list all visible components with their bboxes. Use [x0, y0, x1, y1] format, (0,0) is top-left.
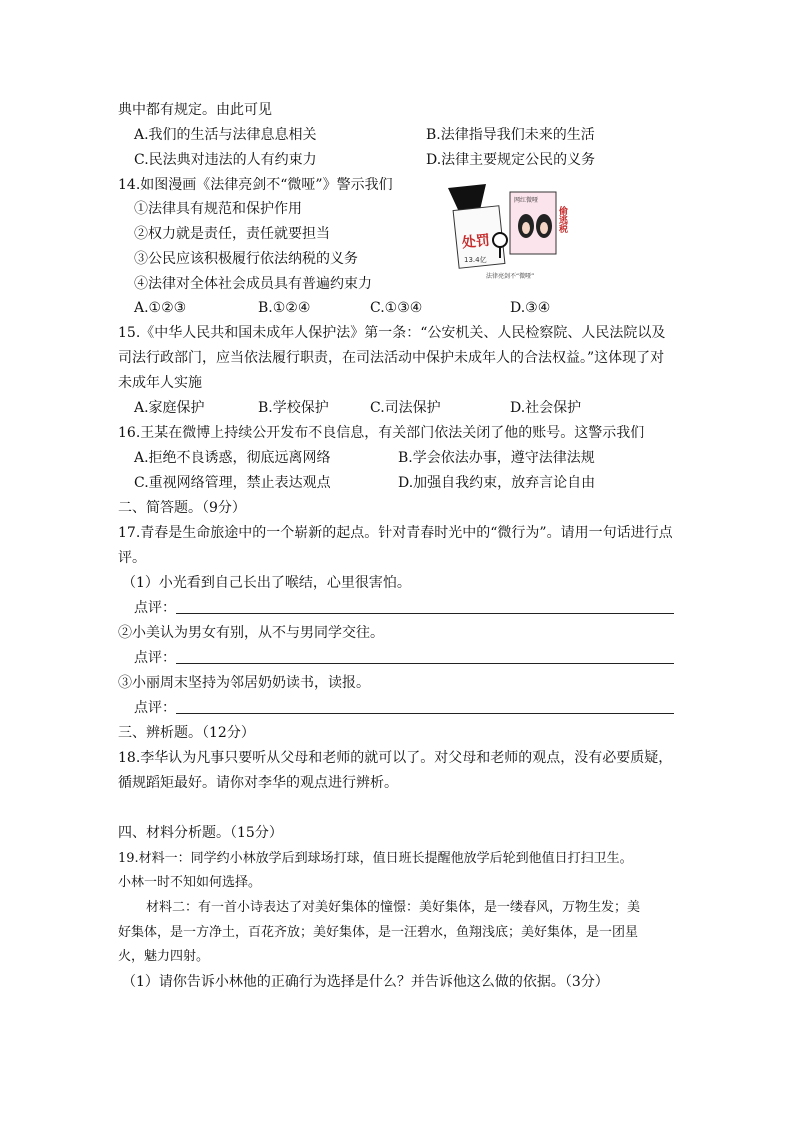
q17-part-2: ②小美认为男女有别，从不与男同学交往。 [118, 625, 384, 641]
q13-option-d: D.法律主要规定公民的义务 [426, 152, 596, 168]
q17-stem-line-1: 17.青春是生命旅途中的一个崭新的起点。针对青春时光中的“微行为”。请用一句话进行点 [118, 525, 673, 541]
q17-part-3-answer-line[interactable] [176, 713, 674, 714]
q17-stem-line-2: 评。 [118, 550, 146, 566]
q17-part-2-answer-label: 点评： [134, 650, 176, 666]
q14-item-1: ①法律具有规范和保护作用 [134, 201, 302, 217]
q19-material-2-line-2: 好集体，是一方净土，百花齐放；美好集体，是一汪碧水，鱼翔浅底；美好集体，是一团星 [118, 925, 639, 940]
q17-part-3: ③小丽周末坚持为邻居奶奶读书，读报。 [118, 675, 370, 691]
section-3-title: 三、辨析题。（12分） [118, 725, 255, 741]
q14-option-d: D.③④ [510, 300, 551, 316]
q17-part-3-answer-label: 点评： [134, 700, 176, 716]
q16-option-c: C.重视网络管理，禁止表达观点 [134, 475, 331, 491]
q13-option-c: C.民法典对违法的人有约束力 [134, 152, 317, 168]
face-skin [540, 222, 548, 234]
q15-option-d: D.社会保护 [510, 400, 582, 416]
q13-stem-tail: 典中都有规定。由此可见 [118, 102, 272, 118]
q13-option-b: B.法律指导我们未来的生活 [426, 127, 595, 143]
q17-part-1: （1）小光看到自己长出了喉结，心里很害怕。 [122, 575, 411, 591]
penalty-amount: 13.4亿 [464, 256, 487, 264]
q19-material-2-line-3: 火，魅力四射。 [118, 949, 210, 964]
q14-option-b: B.①②④ [258, 300, 311, 316]
q16-option-a: A.拒绝不良诱惑，彻底远离网络 [134, 450, 331, 466]
q18-stem-line-2: 循规蹈矩最好。请你对李华的观点进行辨析。 [118, 775, 398, 791]
q15-stem-line-1: 15.《中华人民共和国未成年人保护法》第一条：“公安机关、人民检察院、人民法院以及 [118, 325, 666, 341]
q14-item-2: ②权力就是责任，责任就要担当 [134, 226, 330, 242]
q14-item-3: ③公民应该积极履行依法纳税的义务 [134, 251, 358, 267]
q18-stem-line-1: 18.李华认为凡事只要听从父母和老师的就可以了。对父母和老师的观点，没有必要质疑， [118, 750, 673, 766]
q13-option-a: A.我们的生活与法律息息相关 [134, 127, 317, 143]
tax-evasion-label: 偷逃税 [557, 206, 567, 233]
q16-stem: 16.王某在微博上持续公开发布不良信息，有关部门依法关闭了他的账号。这警示我们 [118, 425, 645, 441]
q15-stem-line-3: 未成年人实施 [118, 375, 202, 391]
law-cartoon-illustration [446, 184, 586, 284]
q14-stem: 14.如图漫画《法律亮剑不“微哑”》警示我们 [118, 177, 393, 193]
face-skin [522, 222, 530, 234]
section-2-title: 二、简答题。（9分） [118, 500, 246, 516]
cartoon-caption: 法律亮剑不“微哑” [486, 273, 535, 280]
q17-part-1-answer-label: 点评： [134, 600, 176, 616]
q19-sub-question-1: （1）请你告诉小林他的正确行为选择是什么？并告诉他这么做的依据。（3分） [122, 974, 609, 990]
q15-stem-line-2: 司法行政部门，应当依法履行职责，在司法活动中保护未成年人的合法权益。”这体现了对 [118, 350, 665, 366]
q19-material-2-line-1: 材料二：有一首小诗表达了对美好集体的憧憬：美好集体，是一缕春风，万物生发；美 [146, 900, 641, 915]
penalty-stamp-text: 处罚 [461, 232, 491, 252]
q15-option-c: C.司法保护 [370, 400, 441, 416]
q14-item-4: ④法律对全体社会成员具有普遍约束力 [134, 276, 372, 292]
q16-option-d: D.加强自我约束，放弃言论自由 [398, 475, 596, 491]
q16-option-b: B.学会依法办事，遵守法律法规 [398, 450, 595, 466]
q17-part-2-answer-line[interactable] [176, 663, 674, 664]
q19-material-1-line-1: 19.材料一：同学约小林放学后到球场打球，值日班长提醒他放学后轮到他值日打扫卫生。 [118, 851, 633, 866]
q14-option-c: C.①③④ [370, 300, 423, 316]
microphone-icon [493, 233, 507, 247]
section-4-title: 四、材料分析题。（15分） [118, 825, 283, 841]
q15-option-b: B.学校保护 [258, 400, 329, 416]
q14-option-a: A.①②③ [134, 300, 187, 316]
q19-material-1-line-2: 小林一时不知如何选择。 [118, 875, 262, 890]
q17-part-1-answer-line[interactable] [176, 613, 674, 614]
influencer-card-title: 网红微哑 [514, 197, 539, 204]
q15-option-a: A.家庭保护 [134, 400, 205, 416]
